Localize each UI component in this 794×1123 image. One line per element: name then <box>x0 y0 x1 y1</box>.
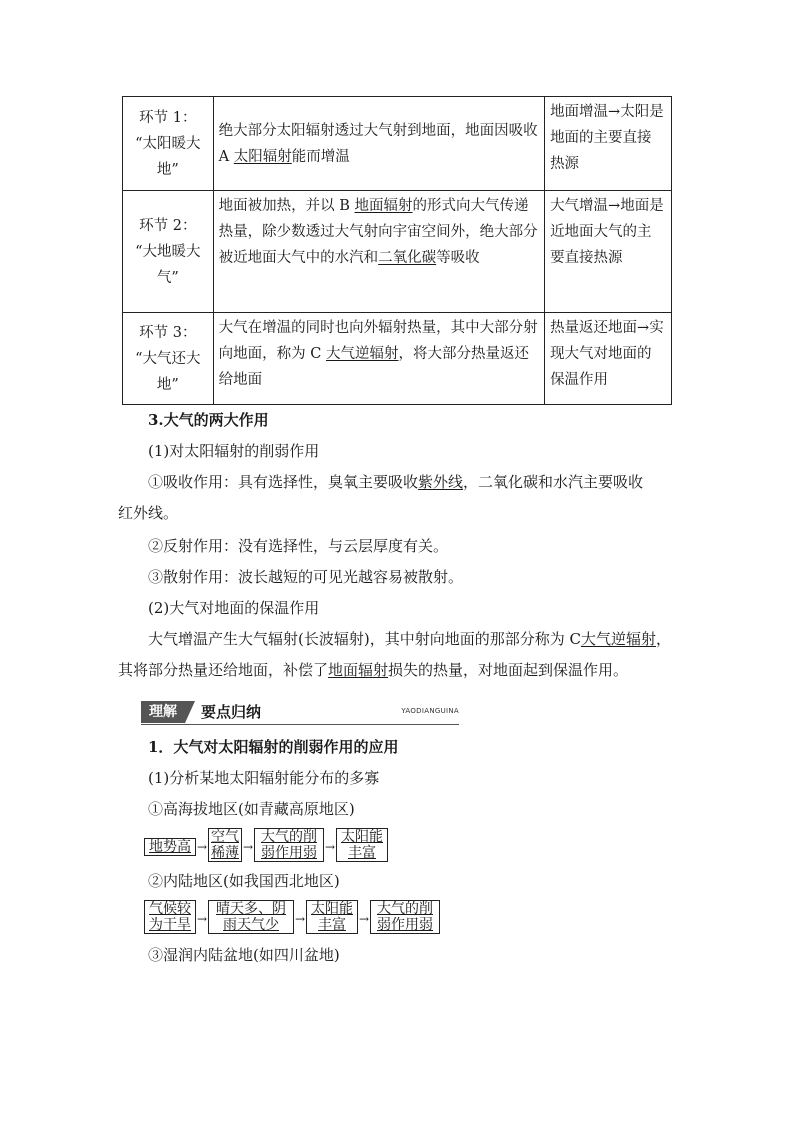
flow-box-line: 太阳能 <box>341 829 383 845</box>
flow-box-line: 雨天气少 <box>223 917 279 933</box>
underlined-term: 地面辐射 <box>328 661 389 679</box>
result-cell: 大气增温→地面是近地面大气的主要直接热源 <box>545 191 672 313</box>
paragraph-warming <box>148 624 671 654</box>
banner-underline <box>141 724 459 725</box>
flow-box <box>336 828 388 862</box>
arrow-right-icon: → <box>325 840 336 854</box>
stage-label: 环节 2： <box>139 217 197 234</box>
flow-box-line: 大气的削 <box>377 901 433 917</box>
table-row <box>123 191 672 313</box>
text: 大气增温产生大气辐射(长波辐射)，其中射向地面的那部分称为 C <box>148 630 581 648</box>
arrow-right-icon: → <box>197 912 208 926</box>
stage-label: 环节 3： <box>139 324 197 341</box>
text: ，二氧化碳和水汽主要吸收 <box>463 473 644 491</box>
subheading: (1)对太阳辐射的削弱作用 <box>148 442 320 460</box>
text: ， <box>655 630 671 648</box>
paragraph-scattering: ③散射作用：波长越短的可见光越容易被散射。 <box>148 568 464 586</box>
stage-label: “大气还大 <box>135 350 201 367</box>
desc-text: 绝大部分太阳辐射透过大气射到地面，地面因吸收 A <box>218 122 538 165</box>
stage-cell <box>123 191 214 313</box>
stage-label: 气” <box>156 269 179 286</box>
key-points-banner <box>141 701 459 723</box>
case-label: ①高海拔地区(如青藏高原地区) <box>148 800 355 818</box>
text: 损失的热量，对地面起到保温作用。 <box>388 661 629 679</box>
banner-tag: 理解 <box>141 701 185 723</box>
stage-cell <box>123 313 214 405</box>
arrow-right-icon: → <box>295 912 306 926</box>
flow-box-line: 晴天多、阴 <box>216 901 286 917</box>
arrow-right-icon: → <box>243 840 254 854</box>
case-label: ②内陆地区(如我国西北地区) <box>148 872 340 890</box>
stage-label: “大地暖大 <box>135 243 201 260</box>
desc-text: 大气在增温的同时也向外辐射热量，其中大部分射向地面，称为 C <box>218 320 538 362</box>
flow-box-line: 太阳能 <box>311 901 353 917</box>
arrow-right-icon: → <box>197 840 208 854</box>
flow-box <box>144 838 196 856</box>
flow-box <box>254 828 324 862</box>
desc-text: 的形式向大气传递热量，除少数透过大气射向宇宙空间外，绝大部分被近地面大气中的水汽和 <box>218 198 538 266</box>
banner-slash <box>185 701 195 723</box>
section-heading: 3.大气的两大作用 <box>148 411 269 429</box>
desc-underlined: 地面辐射 <box>354 198 413 214</box>
description-cell <box>213 97 544 191</box>
banner-title: 要点归纳 <box>201 703 262 721</box>
desc-text: 能而增温 <box>291 148 350 165</box>
flow-box-line: 弱作用弱 <box>261 845 317 861</box>
flow-box <box>370 900 440 934</box>
heating-process-table <box>122 96 672 405</box>
stage-cell <box>123 97 214 191</box>
desc-underlined: 太阳辐射 <box>233 148 292 165</box>
desc-underlined: 二氧化碳 <box>378 250 437 266</box>
flow-box <box>306 900 358 934</box>
text: 其将部分热量还给地面，补偿了 <box>118 661 329 679</box>
banner-pinyin: YAODIANGUINA <box>401 707 459 715</box>
stage-label: 地” <box>156 376 179 393</box>
arrow-right-icon: → <box>359 912 370 926</box>
underlined-term: 大气逆辐射 <box>580 630 656 648</box>
paragraph-reflection: ②反射作用：没有选择性，与云层厚度有关。 <box>148 537 449 555</box>
desc-text: 等吸收 <box>436 250 480 266</box>
flow-box-line: 弱作用弱 <box>377 917 433 933</box>
stage-label: “太阳暖大 <box>135 135 201 152</box>
case-label: ③湿润内陆盆地(如四川盆地) <box>148 946 340 964</box>
stage-label: 地” <box>156 161 179 178</box>
paragraph-absorption <box>148 467 643 497</box>
table-row <box>123 97 672 191</box>
paragraph-absorption-cont: 红外线。 <box>118 504 179 522</box>
flow-box-line: 稀薄 <box>211 845 239 861</box>
flow-box <box>144 900 196 934</box>
flow-box-line: 丰富 <box>318 917 346 933</box>
text: ①吸收作用：具有选择性，臭氧主要吸收 <box>148 473 419 491</box>
paragraph-warming-cont <box>118 655 628 685</box>
flow-box <box>208 828 242 862</box>
stage-label: 环节 1： <box>139 109 197 126</box>
flow-box-line: 气候较 <box>149 901 191 917</box>
result-cell: 热量返还地面→实现大气对地面的保温作用 <box>545 313 672 405</box>
flow-box-line: 为干旱 <box>149 917 191 933</box>
description-cell <box>213 191 544 313</box>
flow-box-line: 空气 <box>211 829 239 845</box>
flow-box-line: 丰富 <box>348 845 376 861</box>
desc-text: 地面被加热，并以 B <box>218 198 355 214</box>
result-cell: 地面增温→太阳是地面的主要直接热源 <box>545 97 672 191</box>
underlined-term: 紫外线 <box>418 473 464 491</box>
flow-box <box>208 900 294 934</box>
summary-heading: 1．大气对太阳辐射的削弱作用的应用 <box>148 738 399 756</box>
table-row <box>123 313 672 405</box>
desc-underlined: 大气逆辐射 <box>325 346 399 362</box>
flow-box-line: 大气的削 <box>261 829 317 845</box>
description-cell <box>213 313 544 405</box>
subheading: (1)分析某地太阳辐射能分布的多寡 <box>148 769 380 787</box>
desc-text: ，将大部分热量返还给地面 <box>218 346 529 388</box>
flow-box-line: 地势高 <box>149 839 191 855</box>
subheading: (2)大气对地面的保温作用 <box>148 599 320 617</box>
